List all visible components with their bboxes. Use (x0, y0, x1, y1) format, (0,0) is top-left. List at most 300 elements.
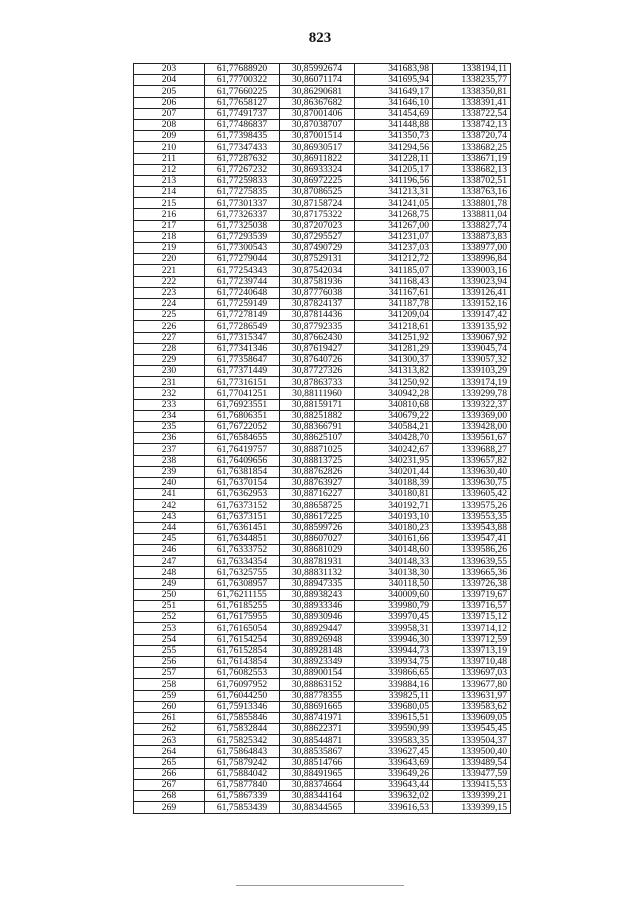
table-row (134, 645, 511, 656)
y-coordinate-cell: 1339710,48 (433, 656, 511, 667)
y-coordinate-cell: 1338811,04 (433, 209, 511, 220)
point-number-cell: 251 (134, 601, 205, 612)
x-coordinate-cell: 339980,79 (355, 601, 433, 612)
table-row (134, 75, 511, 86)
point-number-cell: 258 (134, 679, 205, 690)
x-coordinate-cell: 341213,31 (355, 187, 433, 198)
longitude-cell: 30,88863152 (280, 679, 355, 690)
y-coordinate-cell: 1338977,00 (433, 243, 511, 254)
table-row (134, 500, 511, 511)
longitude-cell: 30,88366791 (280, 422, 355, 433)
y-coordinate-cell: 1339500,40 (433, 746, 511, 757)
table-row (134, 310, 511, 321)
x-coordinate-cell: 341241,05 (355, 198, 433, 209)
table-row (134, 679, 511, 690)
x-coordinate-cell: 339615,51 (355, 712, 433, 723)
y-coordinate-cell: 1338682,13 (433, 164, 511, 175)
longitude-cell: 30,88900154 (280, 668, 355, 679)
longitude-cell: 30,86933324 (280, 164, 355, 175)
y-coordinate-cell: 1338801,78 (433, 198, 511, 209)
latitude-cell: 61,77259149 (205, 298, 280, 309)
table-row (134, 354, 511, 365)
table-row (134, 86, 511, 97)
point-number-cell: 220 (134, 254, 205, 265)
table-row (134, 601, 511, 612)
y-coordinate-cell: 1338722,54 (433, 108, 511, 119)
longitude-cell: 30,87581936 (280, 276, 355, 287)
y-coordinate-cell: 1339322,37 (433, 399, 511, 410)
y-coordinate-cell: 1339586,26 (433, 545, 511, 556)
longitude-cell: 30,88923349 (280, 656, 355, 667)
point-number-cell: 240 (134, 477, 205, 488)
latitude-cell: 61,77325038 (205, 220, 280, 231)
x-coordinate-cell: 339944,73 (355, 645, 433, 656)
y-coordinate-cell: 1339688,27 (433, 444, 511, 455)
longitude-cell: 30,88778355 (280, 690, 355, 701)
table-row (134, 97, 511, 108)
x-coordinate-cell: 339583,35 (355, 735, 433, 746)
longitude-cell: 30,87001406 (280, 108, 355, 119)
latitude-cell: 61,77278149 (205, 310, 280, 321)
point-number-cell: 234 (134, 410, 205, 421)
x-coordinate-cell: 340138,30 (355, 567, 433, 578)
x-coordinate-cell: 340118,50 (355, 578, 433, 589)
x-coordinate-cell: 340810,68 (355, 399, 433, 410)
longitude-cell: 30,88535867 (280, 746, 355, 757)
latitude-cell: 61,76082553 (205, 668, 280, 679)
latitude-cell: 61,77347433 (205, 142, 280, 153)
table-row (134, 735, 511, 746)
longitude-cell: 30,88514766 (280, 757, 355, 768)
point-number-cell: 210 (134, 142, 205, 153)
table-row (134, 780, 511, 791)
table-row (134, 656, 511, 667)
x-coordinate-cell: 340428,70 (355, 433, 433, 444)
y-coordinate-cell: 1338827,74 (433, 220, 511, 231)
latitude-cell: 61,77267232 (205, 164, 280, 175)
latitude-cell: 61,77293539 (205, 231, 280, 242)
longitude-cell: 30,88658725 (280, 500, 355, 511)
latitude-cell: 61,76308957 (205, 578, 280, 589)
point-number-cell: 269 (134, 802, 205, 813)
latitude-cell: 61,76334354 (205, 556, 280, 567)
y-coordinate-cell: 1339023,94 (433, 276, 511, 287)
x-coordinate-cell: 340201,44 (355, 466, 433, 477)
y-coordinate-cell: 1339003,16 (433, 265, 511, 276)
x-coordinate-cell: 340192,71 (355, 500, 433, 511)
table-row (134, 209, 511, 220)
x-coordinate-cell: 341251,92 (355, 332, 433, 343)
x-coordinate-cell: 340188,39 (355, 477, 433, 488)
point-number-cell: 249 (134, 578, 205, 589)
y-coordinate-cell: 1339147,42 (433, 310, 511, 321)
y-coordinate-cell: 1338194,11 (433, 64, 511, 75)
x-coordinate-cell: 339643,44 (355, 780, 433, 791)
y-coordinate-cell: 1339677,80 (433, 679, 511, 690)
point-number-cell: 218 (134, 231, 205, 242)
table-row (134, 220, 511, 231)
y-coordinate-cell: 1339543,88 (433, 522, 511, 533)
longitude-cell: 30,87001514 (280, 131, 355, 142)
longitude-cell: 30,87640726 (280, 354, 355, 365)
x-coordinate-cell: 340231,95 (355, 455, 433, 466)
point-number-cell: 239 (134, 466, 205, 477)
y-coordinate-cell: 1339067,92 (433, 332, 511, 343)
point-number-cell: 237 (134, 444, 205, 455)
point-number-cell: 203 (134, 64, 205, 75)
latitude-cell: 61,77371449 (205, 366, 280, 377)
point-number-cell: 264 (134, 746, 205, 757)
latitude-cell: 61,76923551 (205, 399, 280, 410)
table-row (134, 455, 511, 466)
longitude-cell: 30,86972225 (280, 175, 355, 186)
latitude-cell: 61,76361451 (205, 522, 280, 533)
table-row (134, 466, 511, 477)
longitude-cell: 30,88617225 (280, 511, 355, 522)
y-coordinate-cell: 1339639,55 (433, 556, 511, 567)
longitude-cell: 30,87175322 (280, 209, 355, 220)
x-coordinate-cell: 340180,81 (355, 489, 433, 500)
latitude-cell: 61,76044250 (205, 690, 280, 701)
latitude-cell: 61,77315347 (205, 332, 280, 343)
longitude-cell: 30,88599726 (280, 522, 355, 533)
x-coordinate-cell: 341300,37 (355, 354, 433, 365)
latitude-cell: 61,76806351 (205, 410, 280, 421)
point-number-cell: 212 (134, 164, 205, 175)
latitude-cell: 61,76211155 (205, 589, 280, 600)
point-number-cell: 216 (134, 209, 205, 220)
x-coordinate-cell: 341250,92 (355, 377, 433, 388)
point-number-cell: 228 (134, 343, 205, 354)
longitude-cell: 30,87038707 (280, 119, 355, 130)
point-number-cell: 213 (134, 175, 205, 186)
point-number-cell: 221 (134, 265, 205, 276)
table-row (134, 589, 511, 600)
x-coordinate-cell: 339884,16 (355, 679, 433, 690)
table-row (134, 276, 511, 287)
x-coordinate-cell: 341695,94 (355, 75, 433, 86)
point-number-cell: 206 (134, 97, 205, 108)
point-number-cell: 259 (134, 690, 205, 701)
page-number: 823 (308, 30, 332, 46)
longitude-cell: 30,88544871 (280, 735, 355, 746)
x-coordinate-cell: 341281,29 (355, 343, 433, 354)
x-coordinate-cell: 340942,28 (355, 388, 433, 399)
table-body (134, 64, 511, 814)
table-row (134, 343, 511, 354)
y-coordinate-cell: 1339609,05 (433, 712, 511, 723)
point-number-cell: 253 (134, 623, 205, 634)
longitude-cell: 30,87727326 (280, 366, 355, 377)
longitude-cell: 30,86911822 (280, 153, 355, 164)
table-row (134, 119, 511, 130)
x-coordinate-cell: 341167,61 (355, 287, 433, 298)
table-row (134, 321, 511, 332)
y-coordinate-cell: 1339575,26 (433, 500, 511, 511)
y-coordinate-cell: 1338873,83 (433, 231, 511, 242)
point-number-cell: 242 (134, 500, 205, 511)
x-coordinate-cell: 339632,02 (355, 791, 433, 802)
latitude-cell: 61,76154254 (205, 634, 280, 645)
table-row (134, 254, 511, 265)
table-row (134, 701, 511, 712)
table-row (134, 489, 511, 500)
longitude-cell: 30,88871025 (280, 444, 355, 455)
y-coordinate-cell: 1339399,21 (433, 791, 511, 802)
y-coordinate-cell: 1339428,00 (433, 422, 511, 433)
longitude-cell: 30,86367682 (280, 97, 355, 108)
y-coordinate-cell: 1338391,41 (433, 97, 511, 108)
longitude-cell: 30,87207023 (280, 220, 355, 231)
point-number-cell: 229 (134, 354, 205, 365)
latitude-cell: 61,77658127 (205, 97, 280, 108)
y-coordinate-cell: 1339299,78 (433, 388, 511, 399)
table-row (134, 791, 511, 802)
x-coordinate-cell: 341209,04 (355, 310, 433, 321)
longitude-cell: 30,86071174 (280, 75, 355, 86)
y-coordinate-cell: 1339489,54 (433, 757, 511, 768)
longitude-cell: 30,87662430 (280, 332, 355, 343)
point-number-cell: 225 (134, 310, 205, 321)
latitude-cell: 61,76152854 (205, 645, 280, 656)
y-coordinate-cell: 1339057,32 (433, 354, 511, 365)
longitude-cell: 30,88781931 (280, 556, 355, 567)
x-coordinate-cell: 341218,61 (355, 321, 433, 332)
x-coordinate-cell: 341212,72 (355, 254, 433, 265)
latitude-cell: 61,76344851 (205, 533, 280, 544)
point-number-cell: 260 (134, 701, 205, 712)
latitude-cell: 61,77316151 (205, 377, 280, 388)
y-coordinate-cell: 1339605,42 (433, 489, 511, 500)
x-coordinate-cell: 341267,00 (355, 220, 433, 231)
longitude-cell: 30,88938243 (280, 589, 355, 600)
latitude-cell: 61,76381854 (205, 466, 280, 477)
longitude-cell: 30,88928148 (280, 645, 355, 656)
latitude-cell: 61,75867339 (205, 791, 280, 802)
latitude-cell: 61,75913346 (205, 701, 280, 712)
longitude-cell: 30,87542034 (280, 265, 355, 276)
table-row (134, 175, 511, 186)
table-row (134, 623, 511, 634)
longitude-cell: 30,88691665 (280, 701, 355, 712)
table-row (134, 724, 511, 735)
table-row (134, 377, 511, 388)
longitude-cell: 30,87814436 (280, 310, 355, 321)
latitude-cell: 61,75825342 (205, 735, 280, 746)
table-row (134, 556, 511, 567)
latitude-cell: 61,76722052 (205, 422, 280, 433)
point-number-cell: 215 (134, 198, 205, 209)
latitude-cell: 61,75832844 (205, 724, 280, 735)
latitude-cell: 61,75855846 (205, 712, 280, 723)
table-row (134, 243, 511, 254)
x-coordinate-cell: 341646,10 (355, 97, 433, 108)
table-row (134, 399, 511, 410)
latitude-cell: 61,77239744 (205, 276, 280, 287)
latitude-cell: 61,77486837 (205, 119, 280, 130)
y-coordinate-cell: 1339719,67 (433, 589, 511, 600)
table-row (134, 265, 511, 276)
point-number-cell: 267 (134, 780, 205, 791)
table-row (134, 131, 511, 142)
y-coordinate-cell: 1339547,41 (433, 533, 511, 544)
latitude-cell: 61,75877840 (205, 780, 280, 791)
point-number-cell: 230 (134, 366, 205, 377)
point-number-cell: 268 (134, 791, 205, 802)
latitude-cell: 61,76097952 (205, 679, 280, 690)
longitude-cell: 30,88813725 (280, 455, 355, 466)
latitude-cell: 61,77398435 (205, 131, 280, 142)
y-coordinate-cell: 1338350,81 (433, 86, 511, 97)
x-coordinate-cell: 339866,65 (355, 668, 433, 679)
table-row (134, 187, 511, 198)
y-coordinate-cell: 1338702,51 (433, 175, 511, 186)
y-coordinate-cell: 1338720,74 (433, 131, 511, 142)
y-coordinate-cell: 1339174,19 (433, 377, 511, 388)
longitude-cell: 30,88947335 (280, 578, 355, 589)
latitude-cell: 61,75884042 (205, 768, 280, 779)
point-number-cell: 257 (134, 668, 205, 679)
table-row (134, 768, 511, 779)
point-number-cell: 233 (134, 399, 205, 410)
y-coordinate-cell: 1339697,03 (433, 668, 511, 679)
point-number-cell: 214 (134, 187, 205, 198)
x-coordinate-cell: 341649,17 (355, 86, 433, 97)
point-number-cell: 232 (134, 388, 205, 399)
x-coordinate-cell: 339946,30 (355, 634, 433, 645)
latitude-cell: 61,77688920 (205, 64, 280, 75)
y-coordinate-cell: 1339716,57 (433, 601, 511, 612)
point-number-cell: 205 (134, 86, 205, 97)
longitude-cell: 30,85992674 (280, 64, 355, 75)
latitude-cell: 61,77700322 (205, 75, 280, 86)
x-coordinate-cell: 341237,03 (355, 243, 433, 254)
point-number-cell: 224 (134, 298, 205, 309)
y-coordinate-cell: 1339726,38 (433, 578, 511, 589)
page-bottom-rule (236, 885, 404, 886)
point-number-cell: 250 (134, 589, 205, 600)
y-coordinate-cell: 1339630,75 (433, 477, 511, 488)
table-row (134, 142, 511, 153)
x-coordinate-cell: 339970,45 (355, 612, 433, 623)
longitude-cell: 30,88930946 (280, 612, 355, 623)
point-number-cell: 263 (134, 735, 205, 746)
longitude-cell: 30,88607027 (280, 533, 355, 544)
x-coordinate-cell: 340148,33 (355, 556, 433, 567)
latitude-cell: 61,75853439 (205, 802, 280, 813)
table-row (134, 198, 511, 209)
longitude-cell: 30,87824137 (280, 298, 355, 309)
x-coordinate-cell: 341294,56 (355, 142, 433, 153)
y-coordinate-cell: 1338235,77 (433, 75, 511, 86)
longitude-cell: 30,88625107 (280, 433, 355, 444)
longitude-cell: 30,88681029 (280, 545, 355, 556)
longitude-cell: 30,87776038 (280, 287, 355, 298)
x-coordinate-cell: 340148,60 (355, 545, 433, 556)
point-number-cell: 231 (134, 377, 205, 388)
latitude-cell: 61,76325755 (205, 567, 280, 578)
point-number-cell: 261 (134, 712, 205, 723)
y-coordinate-cell: 1339135,92 (433, 321, 511, 332)
longitude-cell: 30,88926948 (280, 634, 355, 645)
latitude-cell: 61,76185255 (205, 601, 280, 612)
point-number-cell: 219 (134, 243, 205, 254)
point-number-cell: 252 (134, 612, 205, 623)
longitude-cell: 30,87490729 (280, 243, 355, 254)
x-coordinate-cell: 341205,17 (355, 164, 433, 175)
x-coordinate-cell: 339590,99 (355, 724, 433, 735)
point-number-cell: 265 (134, 757, 205, 768)
longitude-cell: 30,88491965 (280, 768, 355, 779)
x-coordinate-cell: 341168,43 (355, 276, 433, 287)
y-coordinate-cell: 1338671,19 (433, 153, 511, 164)
x-coordinate-cell: 339680,05 (355, 701, 433, 712)
x-coordinate-cell: 341185,07 (355, 265, 433, 276)
longitude-cell: 30,88716227 (280, 489, 355, 500)
table-row (134, 578, 511, 589)
x-coordinate-cell: 341448,88 (355, 119, 433, 130)
latitude-cell: 61,77286549 (205, 321, 280, 332)
longitude-cell: 30,88111960 (280, 388, 355, 399)
x-coordinate-cell: 340180,23 (355, 522, 433, 533)
latitude-cell: 61,77279044 (205, 254, 280, 265)
longitude-cell: 30,88929447 (280, 623, 355, 634)
table-row (134, 108, 511, 119)
table-row (134, 511, 511, 522)
table-row (134, 757, 511, 768)
table-row (134, 433, 511, 444)
y-coordinate-cell: 1339665,36 (433, 567, 511, 578)
latitude-cell: 61,76175955 (205, 612, 280, 623)
point-number-cell: 254 (134, 634, 205, 645)
y-coordinate-cell: 1339545,45 (433, 724, 511, 735)
latitude-cell: 61,76373152 (205, 500, 280, 511)
latitude-cell: 61,77240648 (205, 287, 280, 298)
x-coordinate-cell: 339825,11 (355, 690, 433, 701)
latitude-cell: 61,76143854 (205, 656, 280, 667)
latitude-cell: 61,77259833 (205, 175, 280, 186)
longitude-cell: 30,87295527 (280, 231, 355, 242)
y-coordinate-cell: 1338682,25 (433, 142, 511, 153)
table-row (134, 712, 511, 723)
y-coordinate-cell: 1339103,29 (433, 366, 511, 377)
point-number-cell: 204 (134, 75, 205, 86)
y-coordinate-cell: 1339045,74 (433, 343, 511, 354)
latitude-cell: 61,76370154 (205, 477, 280, 488)
table-row (134, 612, 511, 623)
table-row (134, 533, 511, 544)
x-coordinate-cell: 339616,53 (355, 802, 433, 813)
point-number-cell: 262 (134, 724, 205, 735)
x-coordinate-cell: 340161,66 (355, 533, 433, 544)
point-number-cell: 255 (134, 645, 205, 656)
y-coordinate-cell: 1339553,35 (433, 511, 511, 522)
y-coordinate-cell: 1339561,67 (433, 433, 511, 444)
latitude-cell: 61,77301337 (205, 198, 280, 209)
latitude-cell: 61,77326337 (205, 209, 280, 220)
latitude-cell: 61,75864843 (205, 746, 280, 757)
point-number-cell: 248 (134, 567, 205, 578)
x-coordinate-cell: 340584,21 (355, 422, 433, 433)
table-row (134, 422, 511, 433)
point-number-cell: 208 (134, 119, 205, 130)
x-coordinate-cell: 339643,69 (355, 757, 433, 768)
y-coordinate-cell: 1339504,37 (433, 735, 511, 746)
longitude-cell: 30,88741971 (280, 712, 355, 723)
point-number-cell: 209 (134, 131, 205, 142)
point-number-cell: 247 (134, 556, 205, 567)
point-number-cell: 223 (134, 287, 205, 298)
